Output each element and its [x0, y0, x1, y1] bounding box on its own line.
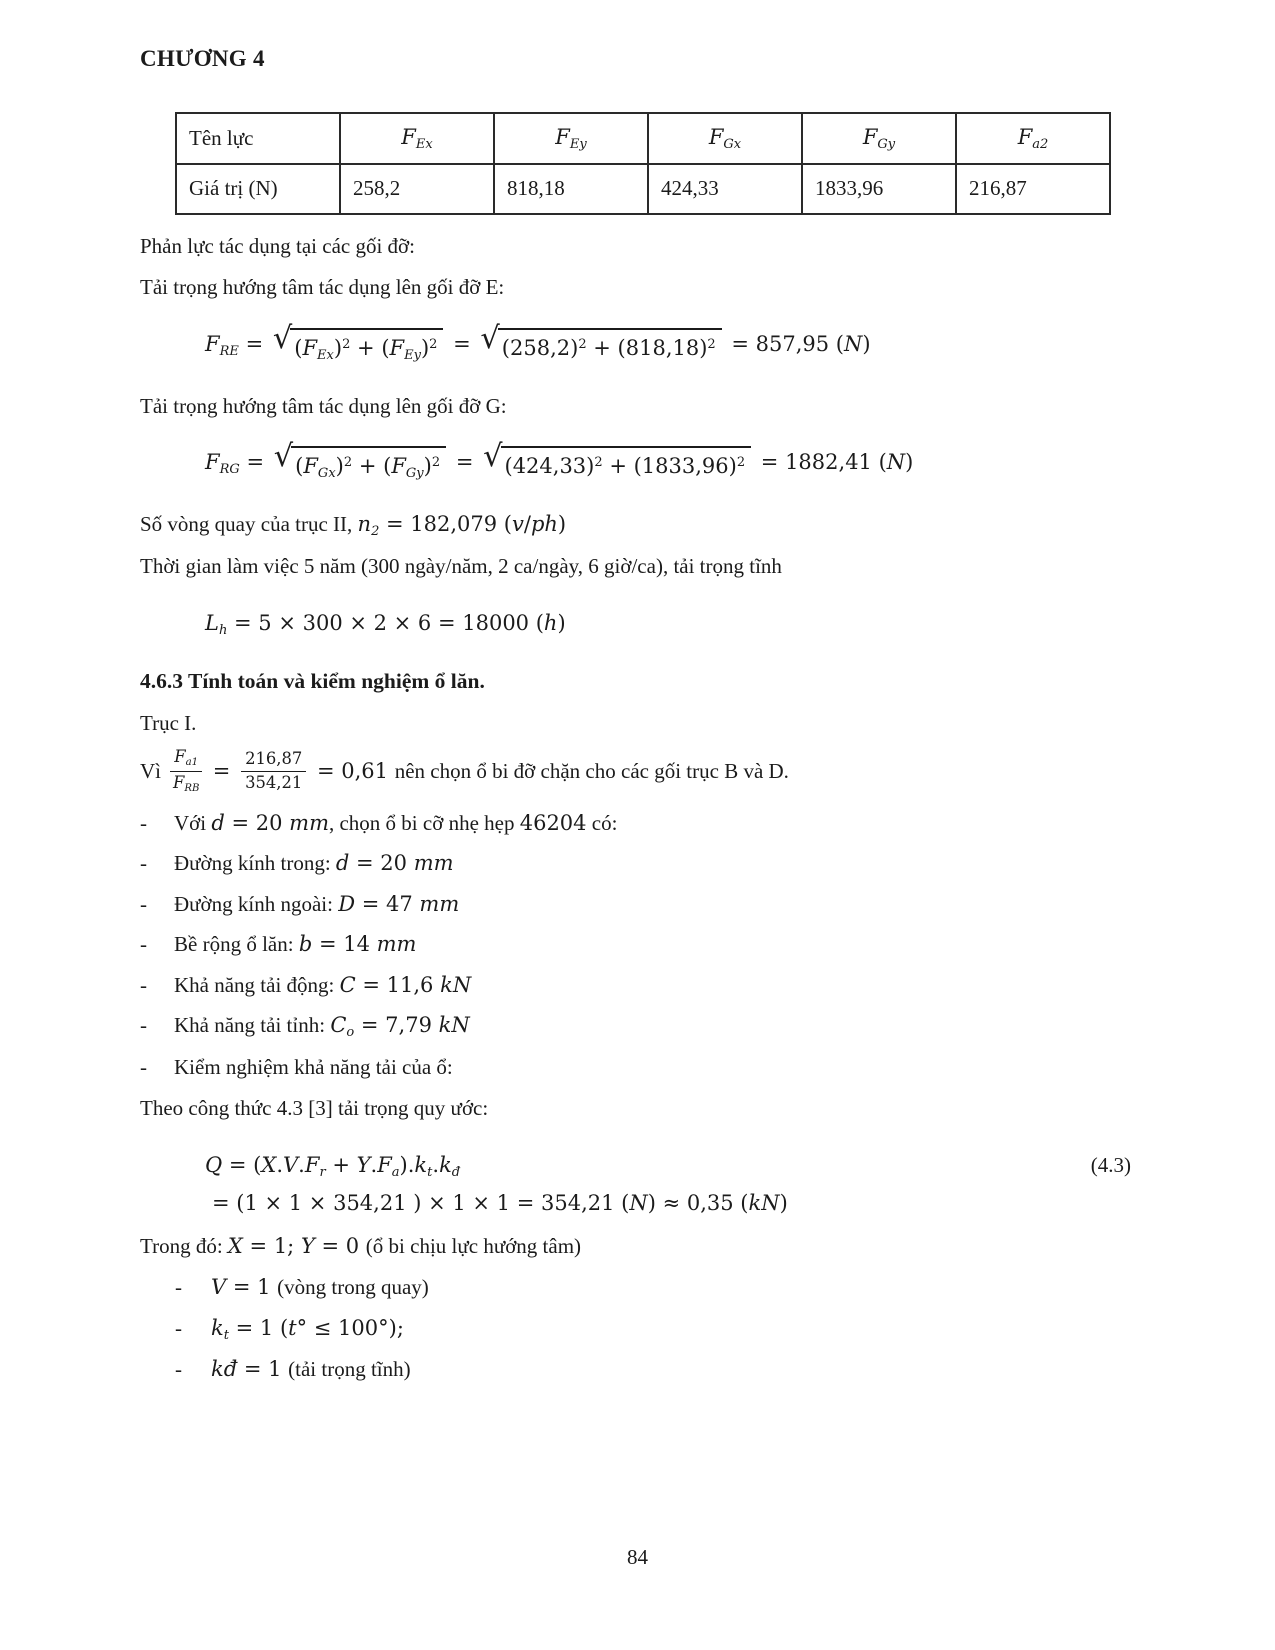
sub-list-item	[175, 1354, 1135, 1386]
math-token: Q	[205, 1152, 223, 1177]
math-superscript: 2	[736, 454, 746, 470]
formula-q	[205, 1149, 1131, 1184]
bullet-dash: -	[175, 1315, 182, 1340]
math-token: (258,2)	[501, 335, 579, 360]
math-token: F	[1017, 125, 1033, 149]
math-token: = 11,6	[355, 972, 441, 997]
math-subscript: r	[319, 1164, 326, 1180]
math-token: F	[304, 1152, 320, 1177]
math-token: )	[333, 335, 343, 360]
math-token: X	[227, 1233, 243, 1258]
math-token: Khả năng tải tỉnh:	[174, 1013, 331, 1038]
math-token: N	[629, 1191, 648, 1216]
table-value-cell: 424,33	[648, 164, 802, 214]
table-value-cell: 216,87	[956, 164, 1110, 214]
math-token: )	[905, 450, 914, 475]
math-token: = 1	[237, 1357, 289, 1382]
bullet-dash: -	[140, 810, 147, 835]
math-token: kN	[440, 972, 472, 997]
square-root	[273, 439, 446, 485]
math-token: Kiểm nghiệm khả năng tải của ổ:	[174, 1054, 453, 1079]
math-token: =	[206, 759, 238, 784]
radical-sign: √	[272, 320, 293, 356]
math-token: (vòng trong quay)	[277, 1275, 429, 1300]
math-token: )	[779, 1191, 788, 1216]
table-header-row	[176, 113, 1110, 164]
math-token: + (1833,96)	[602, 454, 737, 479]
math-token: =	[449, 450, 481, 475]
math-subscript: Gy	[877, 136, 896, 152]
math-token: +	[352, 454, 384, 479]
formula-q-body	[205, 1149, 1079, 1184]
table-header-cell	[494, 113, 648, 164]
math-token: mm	[413, 851, 454, 876]
math-token: = 20	[349, 851, 414, 876]
equation-number: (4.3)	[1090, 1152, 1131, 1177]
math-token: = 1;	[242, 1233, 301, 1258]
fraction	[241, 749, 306, 793]
math-token: kN	[438, 1013, 470, 1038]
math-token: Đường kính ngoài:	[174, 891, 339, 916]
math-token: V	[211, 1275, 227, 1300]
math-subscript: a1	[185, 757, 199, 769]
paragraph-load-e: Tải trọng hướng tâm tác dụng lên gối đỡ E:	[140, 275, 505, 300]
force-table	[175, 112, 1111, 215]
math-token: )	[335, 454, 344, 479]
math-token: d	[335, 851, 350, 876]
table-value-cell: Giá trị (N)	[176, 164, 340, 214]
math-token: 354,21	[245, 772, 303, 792]
math-token: k	[211, 1315, 224, 1340]
math-subscript: o	[346, 1024, 355, 1040]
math-token: = 20	[224, 810, 290, 835]
math-token: = 182,079 (	[379, 511, 512, 536]
bullet-dash: -	[140, 932, 147, 957]
table-value-cell: 1833,96	[802, 164, 956, 214]
square-root	[272, 320, 444, 367]
math-token: F	[302, 335, 318, 360]
math-subscript: Gx	[723, 136, 742, 152]
math-subscript: t	[427, 1164, 433, 1180]
list-item	[140, 848, 1135, 880]
math-token: .	[370, 1152, 378, 1177]
math-superscript: 2	[431, 454, 441, 470]
numerator	[241, 749, 306, 771]
math-token: /	[523, 511, 531, 536]
radical-sign: √	[483, 439, 503, 475]
math-token: (	[381, 335, 390, 360]
math-token: mm	[419, 891, 460, 916]
math-token: (tải trọng tĩnh)	[288, 1357, 411, 1382]
math-subscript: Gx	[317, 465, 336, 481]
list-item-text	[174, 929, 1135, 961]
math-token: t	[288, 1315, 297, 1340]
math-token: = 1882,41 (	[754, 450, 887, 475]
math-token: .	[276, 1152, 283, 1177]
math-token: Y	[356, 1152, 371, 1177]
math-token: F	[708, 125, 724, 149]
paragraph-reactions: Phản lực tác dụng tại các gối đỡ:	[140, 233, 415, 258]
math-token: có:	[586, 810, 618, 835]
formula-fre	[205, 320, 1135, 367]
sub-list-item-text	[211, 1354, 1135, 1386]
math-token: mm	[289, 810, 329, 835]
math-token: (	[294, 335, 303, 360]
bullet-dash: -	[140, 891, 147, 916]
math-subscript: 2	[371, 523, 380, 539]
math-token: F	[172, 772, 185, 792]
math-token: kN	[748, 1191, 780, 1216]
math-superscript: 2	[707, 336, 716, 352]
math-superscript: 2	[343, 454, 353, 470]
list-item-text	[174, 1010, 1135, 1042]
math-token: =	[239, 450, 271, 475]
table-value-cell: 258,2	[340, 164, 494, 214]
math-token: = 5 × 300 × 2 × 6 = 18000 (	[227, 610, 544, 635]
formula-q-result	[212, 1187, 1135, 1221]
list-item	[140, 1052, 1135, 1084]
math-token: C	[339, 972, 356, 997]
bullet-dash: -	[175, 1275, 182, 1300]
denominator	[241, 772, 306, 793]
math-token: v	[512, 511, 524, 536]
bullet-dash: -	[140, 851, 147, 876]
page-number: 84	[627, 1545, 648, 1569]
math-subscript: RB	[184, 782, 200, 794]
math-token: ph	[530, 511, 558, 536]
math-token: V	[283, 1152, 299, 1177]
math-subscript: t	[223, 1327, 229, 1343]
list-item-text	[174, 808, 1135, 840]
math-token: Với	[174, 810, 212, 835]
line-ratio-vi	[140, 749, 1135, 797]
denominator	[170, 772, 202, 796]
math-token: =	[238, 331, 270, 356]
math-token: nên chọn ổ bi đỡ chặn cho các gối trục B và D.	[394, 759, 789, 784]
math-token: h	[543, 610, 558, 635]
math-token: F	[174, 747, 186, 767]
paragraph-formula-intro: Theo công thức 4.3 [3] tải trọng quy ước:	[140, 1096, 489, 1120]
math-token: .	[298, 1152, 305, 1177]
list-item-text	[174, 970, 1135, 1002]
math-token: d	[211, 810, 225, 835]
radical-sign: √	[273, 439, 294, 475]
table-header-cell	[340, 113, 494, 164]
radicand	[291, 446, 446, 485]
math-token: (ổ bi chịu lực hướng tâm)	[365, 1233, 582, 1258]
sub-list-item	[175, 1313, 1135, 1345]
math-token: + (818,18)	[586, 335, 708, 360]
math-subscript: Ey	[569, 136, 587, 152]
math-token: ).	[399, 1152, 415, 1177]
math-subscript: Ex	[317, 347, 334, 363]
math-token: (	[295, 454, 304, 479]
bullet-dash: -	[140, 1013, 147, 1038]
math-subscript: đ	[451, 1164, 461, 1180]
math-subscript: h	[218, 622, 228, 638]
math-token: = (1 × 1 × 354,21 ) × 1 × 1 = 354,21 (	[212, 1191, 630, 1216]
math-token: Đường kính trong:	[174, 851, 336, 876]
math-superscript: 2	[578, 336, 587, 352]
math-subscript: Ex	[415, 136, 433, 152]
math-token: F	[862, 125, 878, 149]
math-subscript: Ey	[404, 347, 421, 363]
math-subscript: Gy	[405, 465, 424, 481]
math-token: = 857,95 (	[724, 331, 844, 356]
radicand	[501, 446, 752, 484]
math-token: = 1 (	[228, 1315, 289, 1340]
math-token: = 7,79	[354, 1013, 439, 1038]
bullet-dash: -	[140, 1054, 147, 1079]
math-token: = 1	[226, 1275, 278, 1300]
math-token: F	[205, 331, 220, 356]
sub-list-item	[175, 1272, 1135, 1304]
formula-lh	[205, 607, 1135, 642]
math-superscript: 2	[429, 336, 438, 352]
math-token: )	[862, 331, 871, 356]
math-token: +	[325, 1152, 357, 1177]
math-token: = (	[222, 1152, 262, 1177]
list-item	[140, 889, 1135, 921]
sub-list-item-text	[211, 1272, 1135, 1304]
math-token: )	[557, 610, 566, 635]
paragraph-load-g: Tải trọng hướng tâm tác dụng lên gối đỡ G:	[140, 393, 507, 418]
math-token: ) ≈ 0,35 (	[647, 1191, 749, 1216]
numerator	[170, 747, 202, 772]
list-item-text	[174, 1052, 1135, 1084]
math-token: n	[357, 511, 372, 536]
table-header-cell	[648, 113, 802, 164]
list-item	[140, 1010, 1135, 1042]
math-token: k	[439, 1152, 452, 1177]
radicand	[498, 328, 722, 366]
math-superscript: 2	[594, 454, 603, 470]
chapter-heading: CHƯƠNG 4	[140, 46, 265, 71]
math-token: = 0,61	[310, 759, 395, 784]
bullet-dash: -	[175, 1357, 182, 1382]
math-token: ° ≤ 100°);	[296, 1315, 404, 1340]
math-token: , chọn ổ bi cỡ nhẹ hẹp	[328, 810, 520, 835]
radicand	[290, 328, 443, 367]
math-token: +	[350, 335, 382, 360]
math-token: 216,87	[245, 749, 303, 769]
math-token: Y	[300, 1233, 315, 1258]
math-token: b	[298, 932, 313, 957]
list-item	[140, 929, 1135, 961]
math-subscript: a2	[1032, 136, 1049, 152]
math-token: F	[401, 125, 416, 149]
math-token: (424,33)	[504, 454, 595, 479]
math-token: Trong đó:	[140, 1233, 228, 1258]
math-token: C	[330, 1013, 347, 1038]
math-token: (	[383, 454, 392, 479]
math-token: .	[432, 1152, 440, 1177]
math-token: N	[886, 450, 906, 475]
math-token: F	[391, 454, 406, 479]
fraction	[170, 747, 202, 795]
math-token: )	[420, 335, 430, 360]
math-token: N	[843, 331, 863, 356]
math-token: Khả năng tải động:	[174, 972, 340, 997]
math-token: X	[261, 1152, 277, 1177]
math-token: k	[414, 1152, 428, 1177]
math-token: F	[303, 454, 318, 479]
list-item-text	[174, 889, 1135, 921]
math-token: mm	[376, 932, 417, 957]
math-subscript: RG	[219, 461, 240, 477]
sub-list-item-text	[211, 1313, 1135, 1345]
formula-frg	[205, 439, 1135, 485]
math-token: )	[423, 454, 432, 479]
math-token: F	[389, 335, 405, 360]
bullet-dash: -	[140, 972, 147, 997]
math-token: = 47	[355, 891, 420, 916]
section-heading-463: 4.6.3 Tính toán và kiểm nghiệm ổ lăn.	[140, 669, 485, 694]
table-header-cell	[956, 113, 1110, 164]
math-token: =	[446, 331, 478, 356]
radical-sign: √	[480, 320, 500, 356]
line-trong-do	[140, 1231, 1135, 1263]
list-item	[140, 808, 1135, 840]
math-token: Bề rộng ổ lăn:	[174, 932, 299, 957]
math-token: Số vòng quay của trục II,	[140, 511, 358, 536]
table-header-cell	[802, 113, 956, 164]
math-token: F	[205, 450, 220, 475]
math-token: )	[557, 511, 567, 536]
line-speed-n2	[140, 509, 1135, 541]
square-root	[483, 439, 751, 484]
math-token: 46204	[519, 810, 587, 835]
math-token: F	[377, 1152, 392, 1177]
list-item-text	[174, 848, 1135, 880]
math-token: D	[338, 891, 356, 916]
table-header-cell: Tên lực	[176, 113, 340, 164]
list-item	[140, 970, 1135, 1002]
math-subscript: RE	[219, 343, 239, 359]
table-value-row	[176, 164, 1110, 214]
math-token: L	[205, 610, 219, 635]
math-subscript: a	[391, 1164, 400, 1180]
math-token: = 14	[312, 932, 377, 957]
math-token: Vì	[140, 759, 167, 784]
paragraph-truc-i: Trục I.	[140, 710, 197, 735]
paragraph-working-time: Thời gian làm việc 5 năm (300 ngày/năm, 2 ca/ngày, 6 giờ/ca), tải trọng tĩnh	[140, 554, 782, 579]
math-token: = 0	[314, 1233, 366, 1258]
math-superscript: 2	[342, 336, 351, 352]
table-value-cell: 818,18	[494, 164, 648, 214]
math-token: F	[555, 125, 570, 149]
square-root	[480, 320, 721, 366]
math-token: kđ	[211, 1357, 238, 1382]
